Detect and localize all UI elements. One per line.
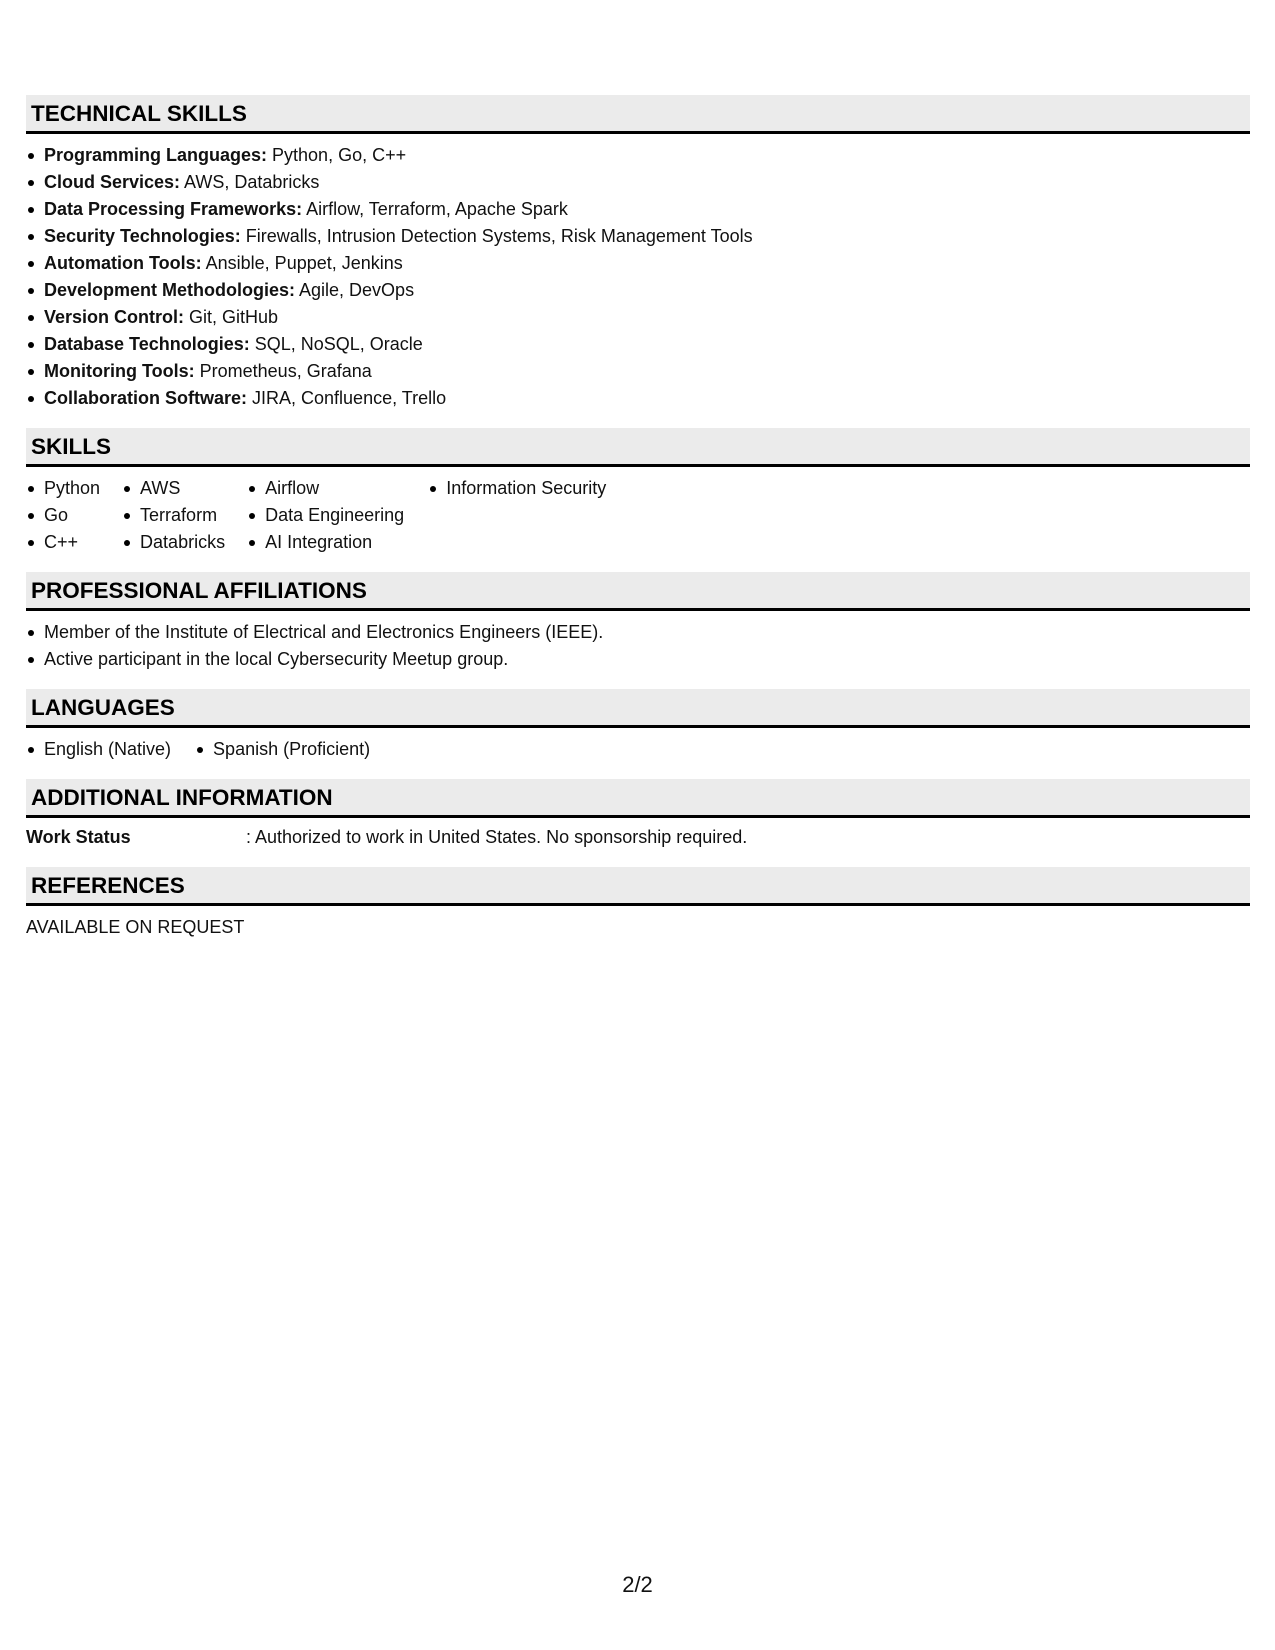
resume-page: [26, 95, 1250, 941]
skill-item: AI Integration: [247, 529, 404, 556]
tech-skill-value: Agile, DevOps: [295, 280, 415, 300]
skills-column: [122, 475, 225, 556]
technical-skills-list: [26, 142, 1250, 412]
page-number: 2/2: [622, 1572, 653, 1597]
tech-skill-label: Security Technologies:: [44, 226, 241, 246]
tech-skill-label: Programming Languages:: [44, 145, 268, 165]
languages-header: LANGUAGES: [26, 689, 1250, 728]
language-item: English (Native): [26, 736, 171, 763]
affiliation-item: Active participant in the local Cybersecurity Meetup group.: [26, 646, 1250, 673]
tech-skill-item: [26, 223, 1250, 250]
language-item: Spanish (Proficient): [195, 736, 370, 763]
skills-column: [247, 475, 404, 556]
work-status-value: : Authorized to work in United States. No sponsorship required.: [246, 827, 748, 847]
skill-item: Python: [26, 475, 100, 502]
skills-column: [428, 475, 606, 556]
tech-skill-value: Prometheus, Grafana: [194, 361, 372, 381]
tech-skill-label: Collaboration Software:: [44, 388, 248, 408]
skill-item: Go: [26, 502, 100, 529]
skill-item: Terraform: [122, 502, 225, 529]
work-status-row: [26, 824, 1250, 851]
skills-header: SKILLS: [26, 428, 1250, 467]
tech-skill-label: Data Processing Frameworks:: [44, 199, 303, 219]
section-spacer: [26, 763, 1250, 779]
tech-skill-value: AWS, Databricks: [180, 172, 320, 192]
tech-skill-value: Ansible, Puppet, Jenkins: [201, 253, 403, 273]
tech-skill-item: [26, 196, 1250, 223]
skill-item: Airflow: [247, 475, 404, 502]
tech-skill-item: [26, 358, 1250, 385]
tech-skill-value: JIRA, Confluence, Trello: [247, 388, 447, 408]
skill-item: C++: [26, 529, 100, 556]
affiliation-item: Member of the Institute of Electrical and Electronics Engineers (IEEE).: [26, 619, 1250, 646]
tech-skill-item: [26, 304, 1250, 331]
tech-skill-item: [26, 331, 1250, 358]
references-header: REFERENCES: [26, 867, 1250, 906]
skills-grid: [26, 475, 1250, 556]
skill-item: Data Engineering: [247, 502, 404, 529]
tech-skill-item: [26, 277, 1250, 304]
section-spacer: [26, 851, 1250, 867]
section-spacer: [26, 556, 1250, 572]
tech-skill-label: Cloud Services:: [44, 172, 181, 192]
affiliations-header: PROFESSIONAL AFFILIATIONS: [26, 572, 1250, 611]
skills-column: [26, 475, 100, 556]
work-status-label: Work Status: [26, 827, 131, 847]
tech-skill-value: Airflow, Terraform, Apache Spark: [302, 199, 568, 219]
tech-skill-label: Automation Tools:: [44, 253, 202, 273]
skill-item: AWS: [122, 475, 225, 502]
technical-skills-header: TECHNICAL SKILLS: [26, 95, 1250, 134]
tech-skill-label: Development Methodologies:: [44, 280, 296, 300]
tech-skill-item: [26, 385, 1250, 412]
skill-item: Information Security: [428, 475, 606, 502]
tech-skill-item: [26, 142, 1250, 169]
additional-info-header: ADDITIONAL INFORMATION: [26, 779, 1250, 818]
tech-skill-value: SQL, NoSQL, Oracle: [249, 334, 423, 354]
languages-list: [26, 736, 1250, 763]
tech-skill-value: Python, Go, C++: [267, 145, 407, 165]
tech-skill-label: Database Technologies:: [44, 334, 250, 354]
tech-skill-label: Monitoring Tools:: [44, 361, 195, 381]
affiliations-list: [26, 619, 1250, 673]
tech-skill-item: [26, 250, 1250, 277]
tech-skill-label: Version Control:: [44, 307, 185, 327]
tech-skill-value: Git, GitHub: [184, 307, 279, 327]
skill-item: Databricks: [122, 529, 225, 556]
section-spacer: [26, 673, 1250, 689]
section-spacer: [26, 412, 1250, 428]
references-text: AVAILABLE ON REQUEST: [26, 917, 245, 937]
tech-skill-value: Firewalls, Intrusion Detection Systems, Risk Management Tools: [240, 226, 753, 246]
tech-skill-item: [26, 169, 1250, 196]
